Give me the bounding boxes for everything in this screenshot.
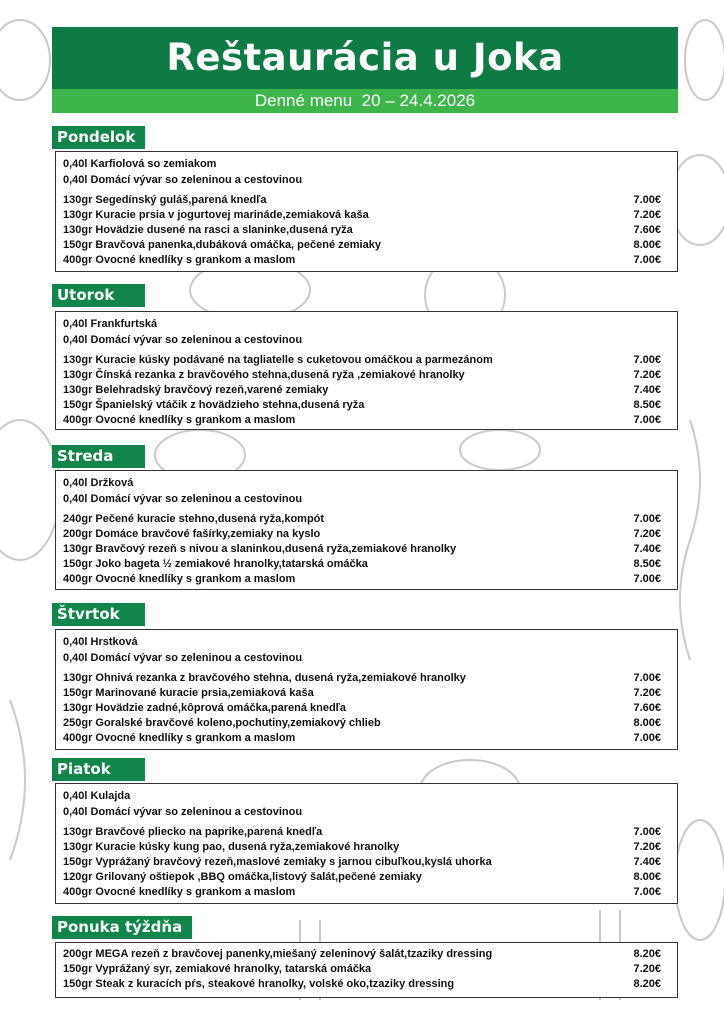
dish-name: 400gr Ovocné knedlíky s grankom a maslom xyxy=(63,414,296,426)
soup-item: 0,40l Domácí vývar so zeleninou a cestovinou xyxy=(63,334,303,346)
menu-item xyxy=(63,527,661,542)
dish-price: 7.00€ xyxy=(633,254,661,266)
menu-item xyxy=(63,193,661,208)
dish-name: 130gr Čínská rezanka z bravčového stehna,dusená ryža ,zemiakové hranolky xyxy=(63,369,465,381)
menu-item xyxy=(63,731,661,746)
dish-name: 130gr Ohnivá rezanka z bravčového stehna, dusená ryža,zemiakové hranolky xyxy=(63,672,466,684)
dish-price: 7.00€ xyxy=(633,886,661,898)
dish-name: 130gr Bravčové pliecko na paprike,parená knedľa xyxy=(63,826,323,838)
menu-box xyxy=(55,629,678,750)
menu-box xyxy=(55,783,678,904)
menu-item xyxy=(63,977,661,992)
menu-item xyxy=(63,223,661,238)
day-heading: Štvrtok xyxy=(52,603,145,626)
dish-price: 7.40€ xyxy=(633,384,661,396)
dish-name: 150gr Vyprážaný bravčový rezeň,maslové zemiaky s jarnou cibuľkou,kyslá uhorka xyxy=(63,856,492,868)
menu-item xyxy=(63,542,661,557)
dish-name: 150gr Marinované kuracie prsia,zemiaková kaša xyxy=(63,687,314,699)
dish-name: 130gr Hovädzie zadné,kôprová omáčka,parená knedľa xyxy=(63,702,347,714)
day-heading: Utorok xyxy=(52,284,145,307)
dish-name: 130gr Kuracie kúsky podávané na tagliatelle s cuketovou omáčkou a parmezánom xyxy=(63,354,493,366)
dish-price: 7.40€ xyxy=(633,856,661,868)
menu-box xyxy=(55,311,678,430)
dish-name: 400gr Ovocné knedlíky s grankom a maslom xyxy=(63,886,296,898)
soup-item: 0,40l Domácí vývar so zeleninou a cestovinou xyxy=(63,652,303,664)
menu-item xyxy=(63,208,661,223)
day-heading: Streda xyxy=(52,445,145,468)
dish-price: 8.20€ xyxy=(633,978,661,990)
dish-price: 7.20€ xyxy=(633,841,661,853)
dish-price: 7.00€ xyxy=(633,354,661,366)
dish-price: 8.20€ xyxy=(633,948,661,960)
dish-name: 120gr Grilovaný oštiepok ,BBQ omáčka,listový šalát,pečené zemiaky xyxy=(63,871,422,883)
menu-item xyxy=(63,671,661,686)
menu-item xyxy=(63,701,661,716)
menu-item xyxy=(63,840,661,855)
menu-item xyxy=(63,353,661,368)
menu-box xyxy=(55,942,678,998)
menu-box xyxy=(55,151,678,272)
dish-name: 130gr Belehradský bravčový rezeň,varené zemiaky xyxy=(63,384,329,396)
dish-price: 7.60€ xyxy=(633,224,661,236)
soup-item: 0,40l Držková xyxy=(63,477,134,489)
dish-price: 7.20€ xyxy=(633,963,661,975)
dish-price: 7.60€ xyxy=(633,702,661,714)
day-heading: Piatok xyxy=(52,758,145,781)
dish-price: 7.00€ xyxy=(633,672,661,684)
menu-item xyxy=(63,238,661,253)
dish-price: 7.00€ xyxy=(633,194,661,206)
menu-item xyxy=(63,398,661,413)
dish-name: 150gr Vyprážaný syr, zemiakové hranolky, tatarská omáčka xyxy=(63,963,372,975)
menu-item xyxy=(63,572,661,587)
dish-price: 7.20€ xyxy=(633,209,661,221)
dish-name: 150gr Joko bageta ½ zemiakové hranolky,tatarská omáčka xyxy=(63,558,368,570)
menu-item xyxy=(63,686,661,701)
dish-price: 8.00€ xyxy=(633,239,661,251)
dish-price: 7.20€ xyxy=(633,369,661,381)
menu-item xyxy=(63,413,661,428)
soup-item: 0,40l Domácí vývar so zeleninou a cestovinou xyxy=(63,174,303,186)
dish-name: 250gr Goralské bravčové koleno,pochutiny,zemiakový chlieb xyxy=(63,717,381,729)
menu-item xyxy=(63,947,661,962)
day-heading: Ponuka týždňa xyxy=(52,916,192,939)
dish-price: 7.40€ xyxy=(633,543,661,555)
menu-item xyxy=(63,512,661,527)
dish-price: 7.00€ xyxy=(633,732,661,744)
dish-name: 150gr Bravčová panenka,dubáková omáčka, pečené zemiaky xyxy=(63,239,381,251)
menu-item xyxy=(63,253,661,268)
menu-item xyxy=(63,383,661,398)
dish-price: 8.00€ xyxy=(633,717,661,729)
soup-item: 0,40l Domácí vývar so zeleninou a cestovinou xyxy=(63,493,303,505)
menu-item xyxy=(63,368,661,383)
dish-price: 8.50€ xyxy=(633,558,661,570)
dish-name: 400gr Ovocné knedlíky s grankom a maslom xyxy=(63,254,296,266)
dish-name: 400gr Ovocné knedlíky s grankom a maslom xyxy=(63,573,296,585)
dish-price: 7.00€ xyxy=(633,826,661,838)
day-heading: Pondelok xyxy=(52,126,145,149)
soup-item: 0,40l Domácí vývar so zeleninou a cestovinou xyxy=(63,806,303,818)
dish-price: 7.00€ xyxy=(633,513,661,525)
soup-item: 0,40l Karfiolová so zemiakom xyxy=(63,158,217,170)
dish-price: 8.50€ xyxy=(633,399,661,411)
restaurant-title: Reštaurácia u Joka xyxy=(52,27,678,89)
dish-name: 130gr Segedínský guláš,parená knedľa xyxy=(63,194,267,206)
dish-price: 7.20€ xyxy=(633,528,661,540)
dish-name: 150gr Steak z kuracích pŕs, steakové hranolky, volské oko,tzaziky dressing xyxy=(63,978,455,990)
soup-item: 0,40l Kulajda xyxy=(63,790,131,802)
soup-item: 0,40l Frankfurtská xyxy=(63,318,158,330)
dish-name: 200gr Domáce bravčové fašírky,zemiaky na kyslo xyxy=(63,528,321,540)
menu-item xyxy=(63,557,661,572)
dish-name: 200gr MEGA rezeň z bravčovej panenky,miešaný zeleninový šalát,tzaziky dressing xyxy=(63,948,493,960)
menu-box xyxy=(55,470,678,590)
soup-item: 0,40l Hrstková xyxy=(63,636,138,648)
dish-name: 240gr Pečené kuracie stehno,dusená ryža,kompót xyxy=(63,513,325,525)
dish-price: 7.00€ xyxy=(633,573,661,585)
dish-price: 7.20€ xyxy=(633,687,661,699)
menu-item xyxy=(63,885,661,900)
menu-item xyxy=(63,962,661,977)
dish-name: 130gr Kuracie kúsky kung pao, dusená ryža,zemiakové hranolky xyxy=(63,841,400,853)
menu-item xyxy=(63,825,661,840)
dish-name: 130gr Bravčový rezeň s nivou a slaninkou,dusená ryža,zemiakové hranolky xyxy=(63,543,457,555)
dish-price: 8.00€ xyxy=(633,871,661,883)
dish-price: 7.00€ xyxy=(633,414,661,426)
dish-name: 400gr Ovocné knedlíky s grankom a maslom xyxy=(63,732,296,744)
menu-item xyxy=(63,716,661,731)
menu-item xyxy=(63,855,661,870)
menu-date-subtitle: Denné menu 20 – 24.4.2026 xyxy=(52,89,678,113)
dish-name: 150gr Španielský vtáčik z hovädzieho stehna,dusená ryža xyxy=(63,399,365,411)
menu-item xyxy=(63,870,661,885)
dish-name: 130gr Kuracie prsia v jogurtovej marináde,zemiaková kaša xyxy=(63,209,369,221)
dish-name: 130gr Hovädzie dusené na rasci a slaninke,dusená ryža xyxy=(63,224,353,236)
